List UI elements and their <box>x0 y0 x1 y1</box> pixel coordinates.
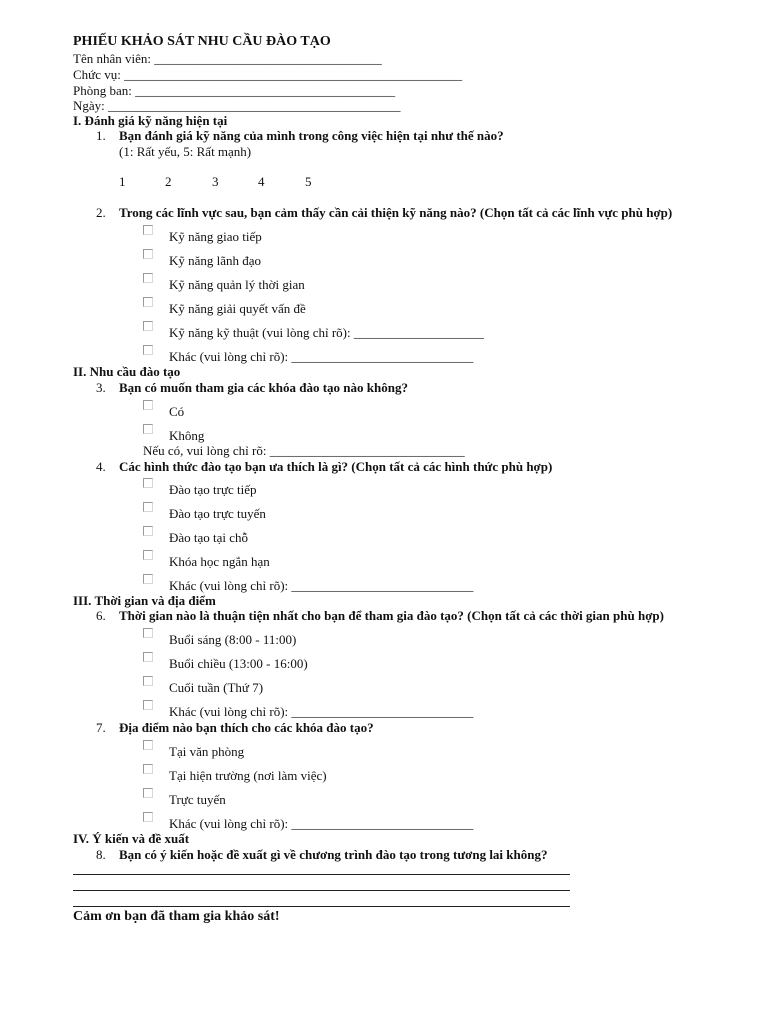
section-heading-4: IV. Ý kiến và đề xuất <box>73 831 190 846</box>
q8-text: Bạn có ý kiến hoặc đề xuất gì về chương trình đào tạo trong tương lai không? <box>119 847 548 862</box>
date-field[interactable]: Ngày: _____________________________________________ <box>73 98 401 113</box>
rating-option-2[interactable]: 2 <box>165 174 172 189</box>
q2-option-label[interactable]: Khác (vui lòng chỉ rõ): ____________________________ <box>169 349 474 364</box>
q2-option-label: Kỹ năng lãnh đạo <box>169 253 262 268</box>
department-line[interactable]: ________________________________________ <box>135 83 396 98</box>
q6-checkbox-1[interactable] <box>143 628 153 638</box>
q3-option-label: Có <box>169 404 185 419</box>
position-line[interactable]: ____________________________________________________ <box>124 67 463 82</box>
q3-checkbox-no[interactable] <box>143 424 153 434</box>
q1-number: 1. <box>96 128 106 143</box>
q7-checkbox-3[interactable] <box>143 788 153 798</box>
position-field[interactable]: Chức vụ: ____________________________________________________ <box>73 67 463 82</box>
section-heading-3: III. Thời gian và địa điểm <box>73 593 216 608</box>
q4-option-label[interactable]: Khác (vui lòng chỉ rõ): ____________________________ <box>169 578 474 593</box>
department-label: Phòng ban <box>73 83 129 98</box>
q2-checkbox-1[interactable] <box>143 225 153 235</box>
q2-text: Trong các lĩnh vực sau, bạn cảm thấy cần cải thiện kỹ năng nào? (Chọn tất cả các lĩnh vực phù hợp) <box>119 205 673 220</box>
q6-checkbox-3[interactable] <box>143 676 153 686</box>
q3-text: Bạn có muốn tham gia các khóa đào tạo nào không? <box>119 380 408 395</box>
department-field[interactable]: Phòng ban: ________________________________________ <box>73 83 396 98</box>
q7-option-label: Tại hiện trường (nơi làm việc) <box>169 768 327 783</box>
rating-option-5[interactable]: 5 <box>305 174 312 189</box>
employee-name-field[interactable]: Tên nhân viên: ___________________________________ <box>73 51 382 66</box>
employee-name-line[interactable]: ___________________________________ <box>154 51 382 66</box>
section-heading-2: II. Nhu cầu đào tạo <box>73 364 181 379</box>
q4-checkbox-1[interactable] <box>143 478 153 488</box>
q2-checkbox-5[interactable] <box>143 321 153 331</box>
q1-text: Bạn đánh giá kỹ năng của mình trong công việc hiện tại như thế nào? <box>119 128 504 143</box>
q6-checkbox-4[interactable] <box>143 700 153 710</box>
q2-option-label: Kỹ năng giải quyết vấn đề <box>169 301 306 316</box>
q7-text: Địa điểm nào bạn thích cho các khóa đào tạo? <box>119 720 374 735</box>
comment-line-3[interactable] <box>73 906 570 907</box>
q2-number: 2. <box>96 205 106 220</box>
q4-checkbox-4[interactable] <box>143 550 153 560</box>
q7-checkbox-1[interactable] <box>143 740 153 750</box>
q2-option-label: Kỹ năng quản lý thời gian <box>169 277 305 292</box>
q7-checkbox-2[interactable] <box>143 764 153 774</box>
position-label: Chức vụ <box>73 67 118 82</box>
q7-checkbox-4[interactable] <box>143 812 153 822</box>
q6-number: 6. <box>96 608 106 623</box>
q4-text: Các hình thức đào tạo bạn ưa thích là gì? (Chọn tất cả các hình thức phù hợp) <box>119 459 553 474</box>
date-line[interactable]: _____________________________________________ <box>108 98 401 113</box>
q2-option-label[interactable]: Kỹ năng kỹ thuật (vui lòng chỉ rõ): ____________________ <box>169 325 484 340</box>
comment-line-1[interactable] <box>73 874 570 875</box>
q4-option-label: Đào tạo trực tiếp <box>169 482 257 497</box>
date-label: Ngày <box>73 98 102 113</box>
q4-number: 4. <box>96 459 106 474</box>
q6-option-label: Cuối tuần (Thứ 7) <box>169 680 264 695</box>
q2-checkbox-4[interactable] <box>143 297 153 307</box>
q4-checkbox-3[interactable] <box>143 526 153 536</box>
q7-option-label: Trực tuyến <box>169 792 226 807</box>
q7-option-label[interactable]: Khác (vui lòng chỉ rõ): ____________________________ <box>169 816 474 831</box>
q4-checkbox-2[interactable] <box>143 502 153 512</box>
comment-line-2[interactable] <box>73 890 570 891</box>
rating-option-1[interactable]: 1 <box>119 174 126 189</box>
q7-number: 7. <box>96 720 106 735</box>
employee-name-label: Tên nhân viên <box>73 51 148 66</box>
q6-option-label: Buổi chiều (13:00 - 16:00) <box>169 656 308 671</box>
q6-option-label[interactable]: Khác (vui lòng chỉ rõ): ____________________________ <box>169 704 474 719</box>
q6-checkbox-2[interactable] <box>143 652 153 662</box>
section-heading-1: I. Đánh giá kỹ năng hiện tại <box>73 113 228 128</box>
page-title: PHIẾU KHẢO SÁT NHU CẦU ĐÀO TẠO <box>73 34 331 49</box>
q4-option-label: Đào tạo trực tuyến <box>169 506 266 521</box>
q7-option-label: Tại văn phòng <box>169 744 245 759</box>
q2-checkbox-2[interactable] <box>143 249 153 259</box>
rating-option-4[interactable]: 4 <box>258 174 265 189</box>
q4-option-label: Đào tạo tại chỗ <box>169 530 249 545</box>
q3-checkbox-yes[interactable] <box>143 400 153 410</box>
closing-message: Cảm ơn bạn đã tham gia khảo sát! <box>73 909 280 924</box>
rating-option-3[interactable]: 3 <box>212 174 219 189</box>
q4-checkbox-5[interactable] <box>143 574 153 584</box>
q6-option-label: Buổi sáng (8:00 - 11:00) <box>169 632 297 647</box>
q2-checkbox-6[interactable] <box>143 345 153 355</box>
q2-option-label: Kỹ năng giao tiếp <box>169 229 262 244</box>
q3-option-label: Không <box>169 428 205 443</box>
q4-option-label: Khóa học ngắn hạn <box>169 554 270 569</box>
q6-text: Thời gian nào là thuận tiện nhất cho bạn để tham gia đào tạo? (Chọn tất cả các thời gian phù hợp) <box>119 608 664 623</box>
q2-checkbox-3[interactable] <box>143 273 153 283</box>
q8-number: 8. <box>96 847 106 862</box>
q1-hint: (1: Rất yếu, 5: Rất mạnh) <box>119 144 252 159</box>
q3-number: 3. <box>96 380 106 395</box>
q3-followup[interactable]: Nếu có, vui lòng chỉ rõ: ______________________________ <box>143 443 465 458</box>
